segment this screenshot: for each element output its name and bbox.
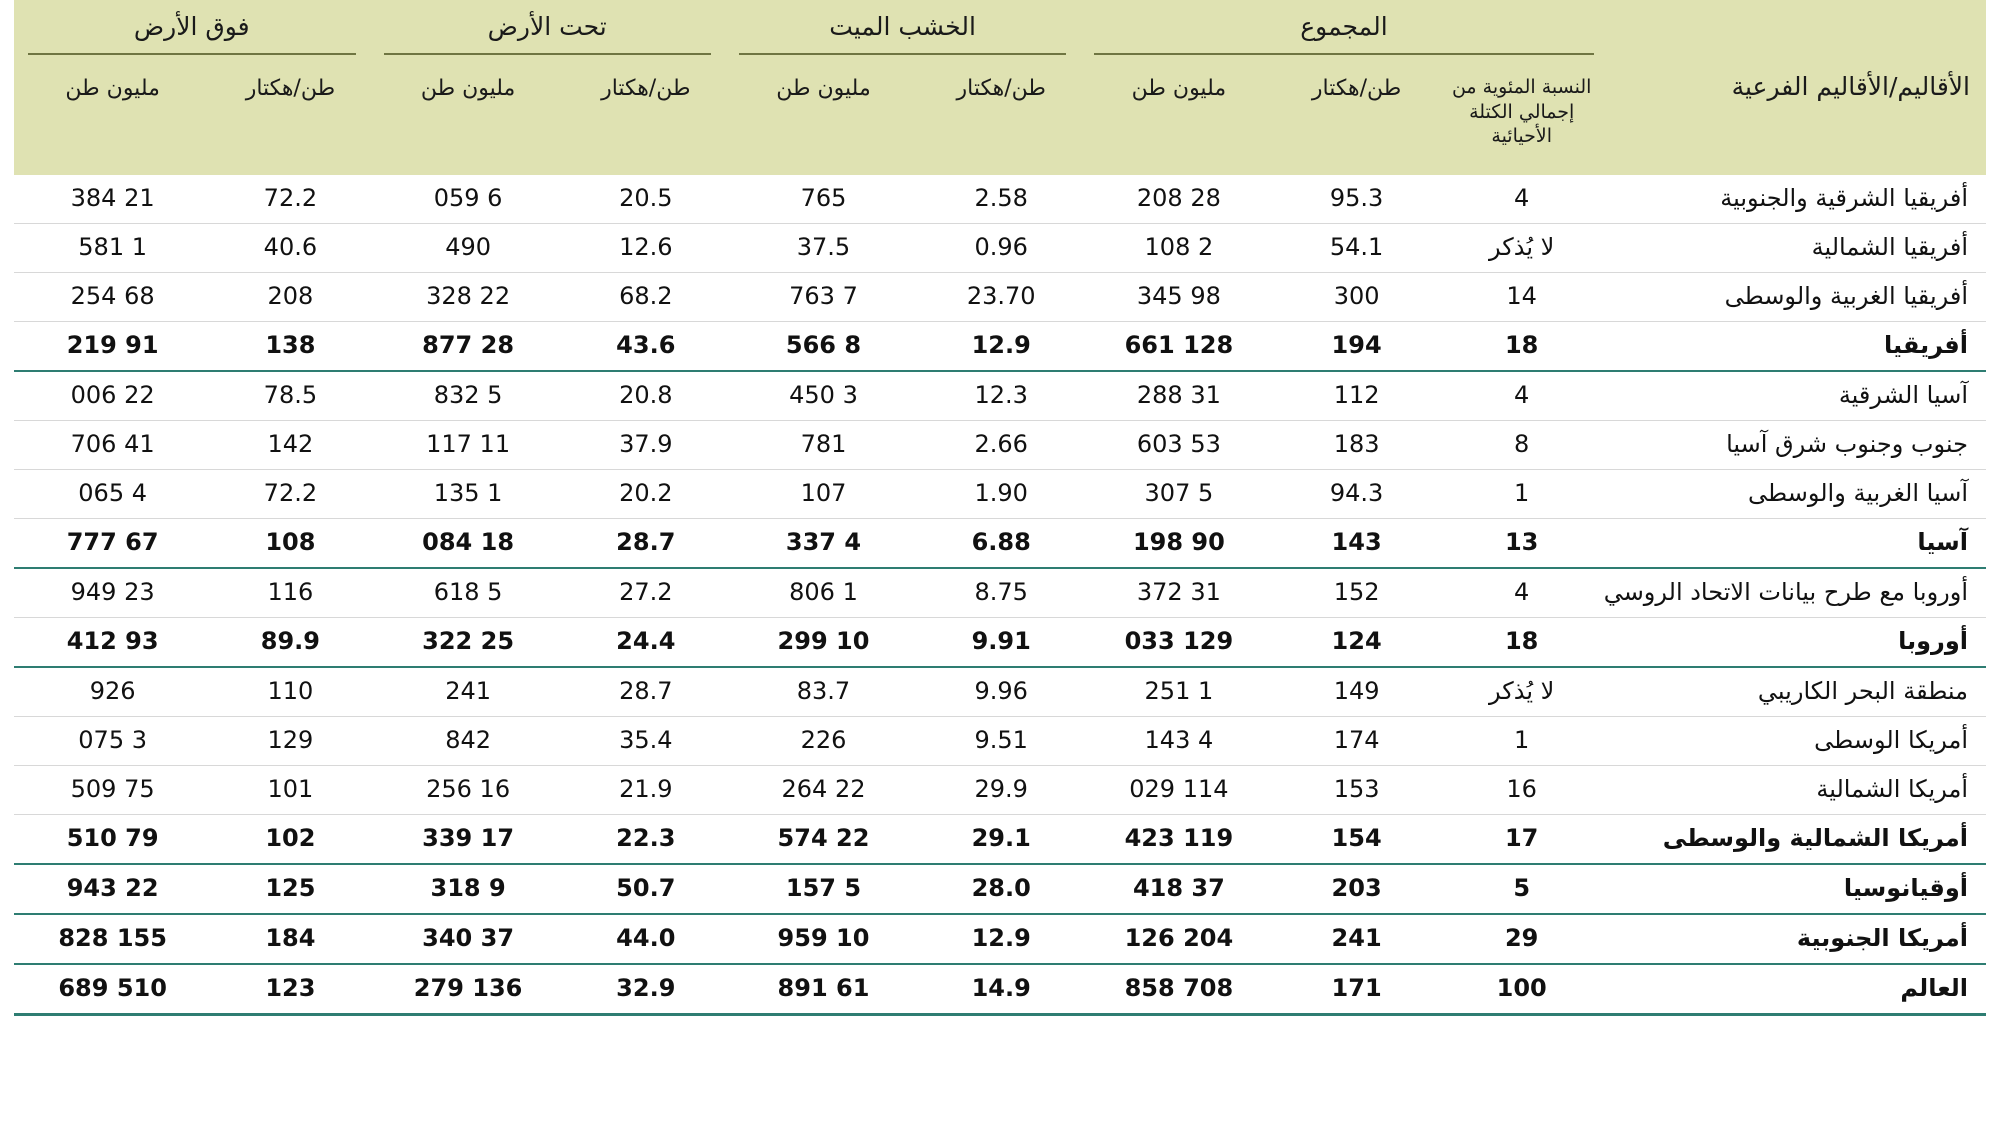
cell-total-pct: 16 (1436, 766, 1608, 815)
cell-aboveground-million-tonnes: 21 384 (14, 175, 211, 224)
cell-belowground-per-ha: 43.6 (567, 322, 725, 372)
cell-deadwood-per-ha: 6.88 (922, 519, 1080, 569)
header-aboveground-million-tonnes: مليون طن (14, 69, 211, 175)
cell-region: أوروبا مع طرح بيانات الاتحاد الروسي (1608, 568, 1986, 618)
header-group-aboveground (14, 0, 370, 69)
cell-belowground-per-ha: 28.7 (567, 667, 725, 717)
header-total-million-tonnes: مليون طن (1080, 69, 1277, 175)
cell-total-per-ha: 153 (1278, 766, 1436, 815)
cell-total-million-tonnes: 119 423 (1080, 815, 1277, 865)
table-row (14, 815, 1986, 865)
cell-aboveground-per-ha: 129 (211, 717, 369, 766)
cell-belowground-per-ha: 21.9 (567, 766, 725, 815)
cell-aboveground-million-tonnes: 93 412 (14, 618, 211, 668)
header-aboveground-per-ha: طن/هكتار (211, 69, 369, 175)
cell-deadwood-million-tonnes: 22 574 (725, 815, 922, 865)
header-rule (1094, 53, 1593, 55)
cell-total-million-tonnes: 1 251 (1080, 667, 1277, 717)
cell-total-million-tonnes: 128 661 (1080, 322, 1277, 372)
header-deadwood-million-tonnes: مليون طن (725, 69, 922, 175)
table-row (14, 519, 1986, 569)
header-group-deadwood (725, 0, 1080, 69)
cell-region: العالم (1608, 964, 1986, 1015)
cell-deadwood-million-tonnes: 61 891 (725, 964, 922, 1015)
cell-deadwood-million-tonnes: 4 337 (725, 519, 922, 569)
cell-belowground-per-ha: 12.6 (567, 224, 725, 273)
cell-deadwood-million-tonnes: 83.7 (725, 667, 922, 717)
cell-total-million-tonnes: 28 208 (1080, 175, 1277, 224)
cell-total-million-tonnes: 31 288 (1080, 371, 1277, 421)
cell-aboveground-million-tonnes: 1 581 (14, 224, 211, 273)
cell-deadwood-million-tonnes: 107 (725, 470, 922, 519)
cell-belowground-million-tonnes: 18 084 (370, 519, 567, 569)
cell-aboveground-per-ha: 101 (211, 766, 369, 815)
cell-deadwood-per-ha: 9.96 (922, 667, 1080, 717)
cell-aboveground-million-tonnes: 23 949 (14, 568, 211, 618)
cell-belowground-million-tonnes: 1 135 (370, 470, 567, 519)
cell-total-pct: 4 (1436, 371, 1608, 421)
cell-deadwood-per-ha: 8.75 (922, 568, 1080, 618)
cell-region: أمريكا الشمالية (1608, 766, 1986, 815)
cell-deadwood-per-ha: 12.9 (922, 914, 1080, 964)
cell-region: منطقة البحر الكاريبي (1608, 667, 1986, 717)
cell-belowground-million-tonnes: 22 328 (370, 273, 567, 322)
cell-belowground-per-ha: 32.9 (567, 964, 725, 1015)
cell-total-pct: 1 (1436, 470, 1608, 519)
cell-deadwood-million-tonnes: 765 (725, 175, 922, 224)
header-group-belowground (370, 0, 725, 69)
header-belowground-per-ha: طن/هكتار (567, 69, 725, 175)
cell-total-per-ha: 94.3 (1278, 470, 1436, 519)
cell-aboveground-million-tonnes: 3 075 (14, 717, 211, 766)
cell-deadwood-per-ha: 14.9 (922, 964, 1080, 1015)
cell-total-per-ha: 143 (1278, 519, 1436, 569)
cell-deadwood-million-tonnes: 37.5 (725, 224, 922, 273)
cell-aboveground-per-ha: 108 (211, 519, 369, 569)
table-row (14, 224, 1986, 273)
cell-total-million-tonnes: 204 126 (1080, 914, 1277, 964)
cell-total-pct: 13 (1436, 519, 1608, 569)
cell-aboveground-per-ha: 142 (211, 421, 369, 470)
cell-aboveground-per-ha: 89.9 (211, 618, 369, 668)
cell-total-million-tonnes: 37 418 (1080, 864, 1277, 914)
cell-belowground-per-ha: 20.2 (567, 470, 725, 519)
cell-belowground-million-tonnes: 9 318 (370, 864, 567, 914)
cell-total-pct: 8 (1436, 421, 1608, 470)
cell-region: جنوب وجنوب شرق آسيا (1608, 421, 1986, 470)
cell-total-pct: 29 (1436, 914, 1608, 964)
cell-belowground-million-tonnes: 842 (370, 717, 567, 766)
cell-belowground-million-tonnes: 136 279 (370, 964, 567, 1015)
cell-belowground-per-ha: 28.7 (567, 519, 725, 569)
cell-aboveground-per-ha: 123 (211, 964, 369, 1015)
table-body (14, 175, 1986, 1015)
cell-deadwood-per-ha: 0.96 (922, 224, 1080, 273)
cell-total-per-ha: 194 (1278, 322, 1436, 372)
header-rule (28, 53, 356, 55)
cell-total-pct: لا يُذكر (1436, 224, 1608, 273)
cell-total-pct: 4 (1436, 175, 1608, 224)
cell-deadwood-per-ha: 28.0 (922, 864, 1080, 914)
cell-total-million-tonnes: 114 029 (1080, 766, 1277, 815)
cell-deadwood-million-tonnes: 3 450 (725, 371, 922, 421)
cell-belowground-per-ha: 35.4 (567, 717, 725, 766)
cell-total-pct: 100 (1436, 964, 1608, 1015)
cell-deadwood-million-tonnes: 5 157 (725, 864, 922, 914)
table-row (14, 667, 1986, 717)
cell-total-per-ha: 112 (1278, 371, 1436, 421)
cell-deadwood-million-tonnes: 8 566 (725, 322, 922, 372)
cell-total-pct: 14 (1436, 273, 1608, 322)
cell-aboveground-per-ha: 102 (211, 815, 369, 865)
cell-total-pct: 18 (1436, 618, 1608, 668)
cell-total-pct: 5 (1436, 864, 1608, 914)
cell-total-million-tonnes: 129 033 (1080, 618, 1277, 668)
cell-deadwood-per-ha: 1.90 (922, 470, 1080, 519)
cell-deadwood-million-tonnes: 22 264 (725, 766, 922, 815)
header-group-total-label: المجموع (1300, 12, 1388, 41)
cell-aboveground-per-ha: 78.5 (211, 371, 369, 421)
cell-region: أفريقيا الغربية والوسطى (1608, 273, 1986, 322)
header-group-deadwood-label: الخشب الميت (829, 12, 976, 41)
cell-belowground-million-tonnes: 37 340 (370, 914, 567, 964)
cell-aboveground-million-tonnes: 41 706 (14, 421, 211, 470)
cell-total-pct: 18 (1436, 322, 1608, 372)
table-header (14, 0, 1986, 175)
header-total-pct: النسبة المئوية من إجمالي الكتلة الأحيائية (1436, 69, 1608, 175)
cell-total-per-ha: 174 (1278, 717, 1436, 766)
cell-belowground-per-ha: 50.7 (567, 864, 725, 914)
cell-deadwood-million-tonnes: 10 299 (725, 618, 922, 668)
cell-region: آسيا (1608, 519, 1986, 569)
cell-deadwood-per-ha: 9.91 (922, 618, 1080, 668)
cell-belowground-per-ha: 20.5 (567, 175, 725, 224)
cell-belowground-per-ha: 44.0 (567, 914, 725, 964)
cell-total-per-ha: 154 (1278, 815, 1436, 865)
cell-belowground-million-tonnes: 16 256 (370, 766, 567, 815)
cell-deadwood-per-ha: 23.70 (922, 273, 1080, 322)
cell-deadwood-million-tonnes: 7 763 (725, 273, 922, 322)
cell-aboveground-per-ha: 138 (211, 322, 369, 372)
cell-total-million-tonnes: 98 345 (1080, 273, 1277, 322)
cell-belowground-million-tonnes: 6 059 (370, 175, 567, 224)
cell-total-per-ha: 95.3 (1278, 175, 1436, 224)
header-rule (739, 53, 1066, 55)
cell-aboveground-million-tonnes: 22 006 (14, 371, 211, 421)
cell-total-million-tonnes: 31 372 (1080, 568, 1277, 618)
table-row (14, 964, 1986, 1015)
cell-aboveground-million-tonnes: 155 828 (14, 914, 211, 964)
cell-aboveground-million-tonnes: 67 777 (14, 519, 211, 569)
cell-aboveground-million-tonnes: 68 254 (14, 273, 211, 322)
cell-aboveground-per-ha: 40.6 (211, 224, 369, 273)
cell-belowground-million-tonnes: 5 618 (370, 568, 567, 618)
header-group-total (1080, 0, 1607, 69)
biomass-table (14, 0, 1986, 1016)
table-row (14, 421, 1986, 470)
cell-region: آسيا الشرقية (1608, 371, 1986, 421)
cell-aboveground-per-ha: 116 (211, 568, 369, 618)
cell-region: آسيا الغربية والوسطى (1608, 470, 1986, 519)
cell-total-per-ha: 149 (1278, 667, 1436, 717)
table-row (14, 568, 1986, 618)
cell-aboveground-million-tonnes: 4 065 (14, 470, 211, 519)
header-group-row (14, 0, 1986, 69)
cell-total-million-tonnes: 2 108 (1080, 224, 1277, 273)
cell-total-million-tonnes: 90 198 (1080, 519, 1277, 569)
cell-total-per-ha: 152 (1278, 568, 1436, 618)
cell-region: أفريقيا الشرقية والجنوبية (1608, 175, 1986, 224)
cell-belowground-per-ha: 20.8 (567, 371, 725, 421)
cell-region: أمريكا الوسطى (1608, 717, 1986, 766)
header-deadwood-per-ha: طن/هكتار (922, 69, 1080, 175)
cell-region: أمريكا الجنوبية (1608, 914, 1986, 964)
header-total-per-ha: طن/هكتار (1278, 69, 1436, 175)
cell-deadwood-per-ha: 9.51 (922, 717, 1080, 766)
table-row (14, 864, 1986, 914)
cell-total-per-ha: 183 (1278, 421, 1436, 470)
header-region-col: الأقاليم/الأقاليم الفرعية (1608, 0, 1986, 175)
cell-belowground-million-tonnes: 25 322 (370, 618, 567, 668)
cell-total-million-tonnes: 5 307 (1080, 470, 1277, 519)
cell-aboveground-million-tonnes: 22 943 (14, 864, 211, 914)
table-row (14, 618, 1986, 668)
cell-total-million-tonnes: 4 143 (1080, 717, 1277, 766)
cell-deadwood-million-tonnes: 226 (725, 717, 922, 766)
cell-deadwood-per-ha: 12.9 (922, 322, 1080, 372)
cell-aboveground-per-ha: 184 (211, 914, 369, 964)
cell-aboveground-million-tonnes: 926 (14, 667, 211, 717)
cell-total-pct: لا يُذكر (1436, 667, 1608, 717)
cell-aboveground-per-ha: 125 (211, 864, 369, 914)
cell-region: أوقيانوسيا (1608, 864, 1986, 914)
cell-deadwood-per-ha: 29.1 (922, 815, 1080, 865)
cell-belowground-per-ha: 37.9 (567, 421, 725, 470)
header-group-aboveground-label: فوق الأرض (133, 12, 250, 41)
cell-aboveground-million-tonnes: 91 219 (14, 322, 211, 372)
cell-aboveground-million-tonnes: 79 510 (14, 815, 211, 865)
table-row (14, 766, 1986, 815)
cell-belowground-million-tonnes: 28 877 (370, 322, 567, 372)
cell-belowground-million-tonnes: 5 832 (370, 371, 567, 421)
header-group-belowground-label: تحت الأرض (487, 12, 607, 41)
cell-total-per-ha: 124 (1278, 618, 1436, 668)
table-row (14, 371, 1986, 421)
cell-belowground-million-tonnes: 17 339 (370, 815, 567, 865)
cell-belowground-million-tonnes: 241 (370, 667, 567, 717)
header-belowground-million-tonnes: مليون طن (370, 69, 567, 175)
cell-total-per-ha: 300 (1278, 273, 1436, 322)
cell-region: أوروبا (1608, 618, 1986, 668)
cell-total-pct: 4 (1436, 568, 1608, 618)
cell-total-per-ha: 171 (1278, 964, 1436, 1015)
cell-deadwood-per-ha: 2.66 (922, 421, 1080, 470)
cell-deadwood-million-tonnes: 1 806 (725, 568, 922, 618)
table-row (14, 175, 1986, 224)
cell-region: أفريقيا الشمالية (1608, 224, 1986, 273)
table-row (14, 273, 1986, 322)
cell-belowground-per-ha: 22.3 (567, 815, 725, 865)
cell-deadwood-per-ha: 29.9 (922, 766, 1080, 815)
cell-deadwood-million-tonnes: 781 (725, 421, 922, 470)
cell-total-pct: 17 (1436, 815, 1608, 865)
cell-total-million-tonnes: 53 603 (1080, 421, 1277, 470)
cell-belowground-per-ha: 68.2 (567, 273, 725, 322)
cell-aboveground-per-ha: 72.2 (211, 470, 369, 519)
cell-aboveground-million-tonnes: 75 509 (14, 766, 211, 815)
cell-aboveground-per-ha: 208 (211, 273, 369, 322)
table-row (14, 717, 1986, 766)
cell-aboveground-per-ha: 110 (211, 667, 369, 717)
cell-total-per-ha: 54.1 (1278, 224, 1436, 273)
cell-total-million-tonnes: 708 858 (1080, 964, 1277, 1015)
cell-aboveground-million-tonnes: 510 689 (14, 964, 211, 1015)
cell-deadwood-million-tonnes: 10 959 (725, 914, 922, 964)
header-rule (384, 53, 711, 55)
cell-region: أفريقيا (1608, 322, 1986, 372)
cell-belowground-per-ha: 27.2 (567, 568, 725, 618)
cell-aboveground-per-ha: 72.2 (211, 175, 369, 224)
cell-total-per-ha: 203 (1278, 864, 1436, 914)
table-row (14, 322, 1986, 372)
cell-region: أمريكا الشمالية والوسطى (1608, 815, 1986, 865)
table-row (14, 470, 1986, 519)
cell-deadwood-per-ha: 2.58 (922, 175, 1080, 224)
cell-deadwood-per-ha: 12.3 (922, 371, 1080, 421)
cell-belowground-per-ha: 24.4 (567, 618, 725, 668)
cell-belowground-million-tonnes: 11 117 (370, 421, 567, 470)
cell-total-pct: 1 (1436, 717, 1608, 766)
table-row (14, 914, 1986, 964)
cell-total-per-ha: 241 (1278, 914, 1436, 964)
cell-belowground-million-tonnes: 490 (370, 224, 567, 273)
